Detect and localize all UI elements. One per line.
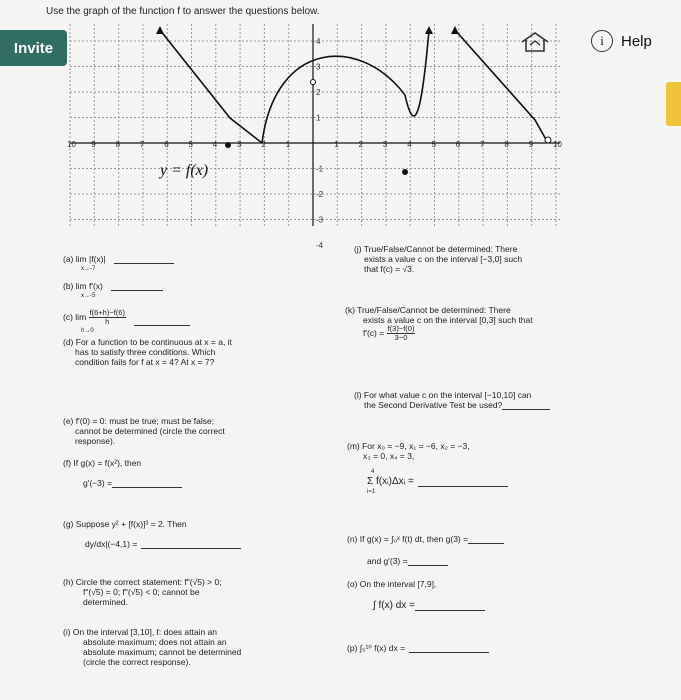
question-l: (l) For what value c on the interval [−10,10] can the Second Derivative Test be used? xyxy=(354,390,550,410)
question-e: (e) f′(0) = 0: must be true; must be false; cannot be determined (circle the correct response). xyxy=(63,416,225,446)
question-b: (b) lim f′(x) x→-5 xyxy=(63,281,163,301)
question-f: (f) If g(x) = f(x²), then g′(−3) = xyxy=(63,458,182,488)
question-h: (h) Circle the correct statement: f″(√5) > 0; f″(√5) = 0; f″(√5) < 0; cannot be determined. xyxy=(63,577,222,607)
question-m: (m) For x₀ = −9, x₁ = −6, x₂ = −3, x₃ = 0, x₄ = 3, 4 Σ f(xᵢ)Δxᵢ = i=1 xyxy=(347,441,508,497)
y-tick-label: -3 xyxy=(316,215,324,225)
x-tick-label: 7 xyxy=(480,140,485,149)
x-tick-label: 5 xyxy=(431,140,436,149)
question-p: (p) ∫₅¹⁰ f(x) dx = xyxy=(347,643,489,653)
x-tick-label: 6 xyxy=(164,140,169,149)
x-tick-label: 4 xyxy=(407,140,412,149)
x-tick-label: 1 xyxy=(285,140,291,149)
x-tick-label: 10 xyxy=(67,140,76,149)
x-tick-label: 6 xyxy=(455,140,461,149)
instruction-text: Use the graph of the function f to answer the questions below. xyxy=(46,6,320,17)
question-a: (a) lim |f(x)| x→-7 xyxy=(63,254,174,274)
graph-axes xyxy=(70,24,560,226)
question-c: (c) lim $\frac{f(6+h)-f(6)}{h}$ h→0 xyxy=(63,309,190,336)
x-tick-label: 9 xyxy=(91,140,96,149)
x-tick-label: 1 xyxy=(334,140,339,149)
y-tick-label: 2 xyxy=(316,88,321,97)
function-graph xyxy=(0,0,681,250)
y-tick-label: -4 xyxy=(316,241,324,250)
function-curve xyxy=(160,30,548,143)
help-area[interactable] xyxy=(591,30,652,52)
y-tick-label: -1 xyxy=(316,164,324,174)
question-k: (k) True/False/Cannot be determined: There exists a value c on the interval [0,3] such that f′(c) = $\frac{f(3)-f(0)}{3-0}$ xyxy=(345,305,533,342)
graph-grid xyxy=(70,24,560,226)
question-g: (g) Suppose y² + [f(x)]³ = 2. Then dy/dx|(−4,1) = xyxy=(63,519,241,549)
help-link[interactable]: Help xyxy=(621,32,652,50)
question-d: (d) For a function to be continuous at x = a, it has to satisfy three conditions. Which condition fails for f at x = 4? At x = 7? xyxy=(63,337,232,367)
question-n: (n) If g(x) = ∫₀ˣ f(t) dt, then g(3) = and g′(3) = xyxy=(347,534,504,566)
y-tick-label: 3 xyxy=(316,62,321,72)
question-o: (o) On the interval [7,9], ∫ f(x) dx = xyxy=(347,579,485,611)
x-tick-label: 9 xyxy=(528,140,534,149)
home-icon[interactable] xyxy=(518,30,552,54)
x-tick-label: 8 xyxy=(504,140,509,149)
x-tick-label: 10 xyxy=(553,140,562,149)
side-tab-handle[interactable] xyxy=(666,82,681,126)
y-tick-label: 1 xyxy=(316,113,321,123)
x-tick-label: 2 xyxy=(358,140,364,149)
x-tick-label: 3 xyxy=(237,140,242,149)
x-tick-label: 4 xyxy=(212,140,218,149)
x-tick-label: 5 xyxy=(188,140,193,149)
x-tick-label: 7 xyxy=(139,140,145,149)
y-tick-label: -2 xyxy=(316,190,324,199)
y-tick-label: 4 xyxy=(316,37,321,46)
info-icon[interactable]: i xyxy=(591,30,613,52)
x-tick-label: 2 xyxy=(261,140,266,149)
invite-button[interactable]: Invite xyxy=(0,30,67,66)
x-tick-label: 8 xyxy=(115,140,121,149)
question-i: (i) On the interval [3,10], f: does attain an absolute maximum; does not attain an absolute maximum; cannot be determined (circle the correct response). xyxy=(63,627,242,667)
graph-title: y = f(x) xyxy=(160,162,209,179)
x-tick-label: 3 xyxy=(382,140,388,149)
question-j: (j) True/False/Cannot be determined: There exists a value c on the interval [−3,0] such that f(c) = √3. xyxy=(354,244,523,274)
